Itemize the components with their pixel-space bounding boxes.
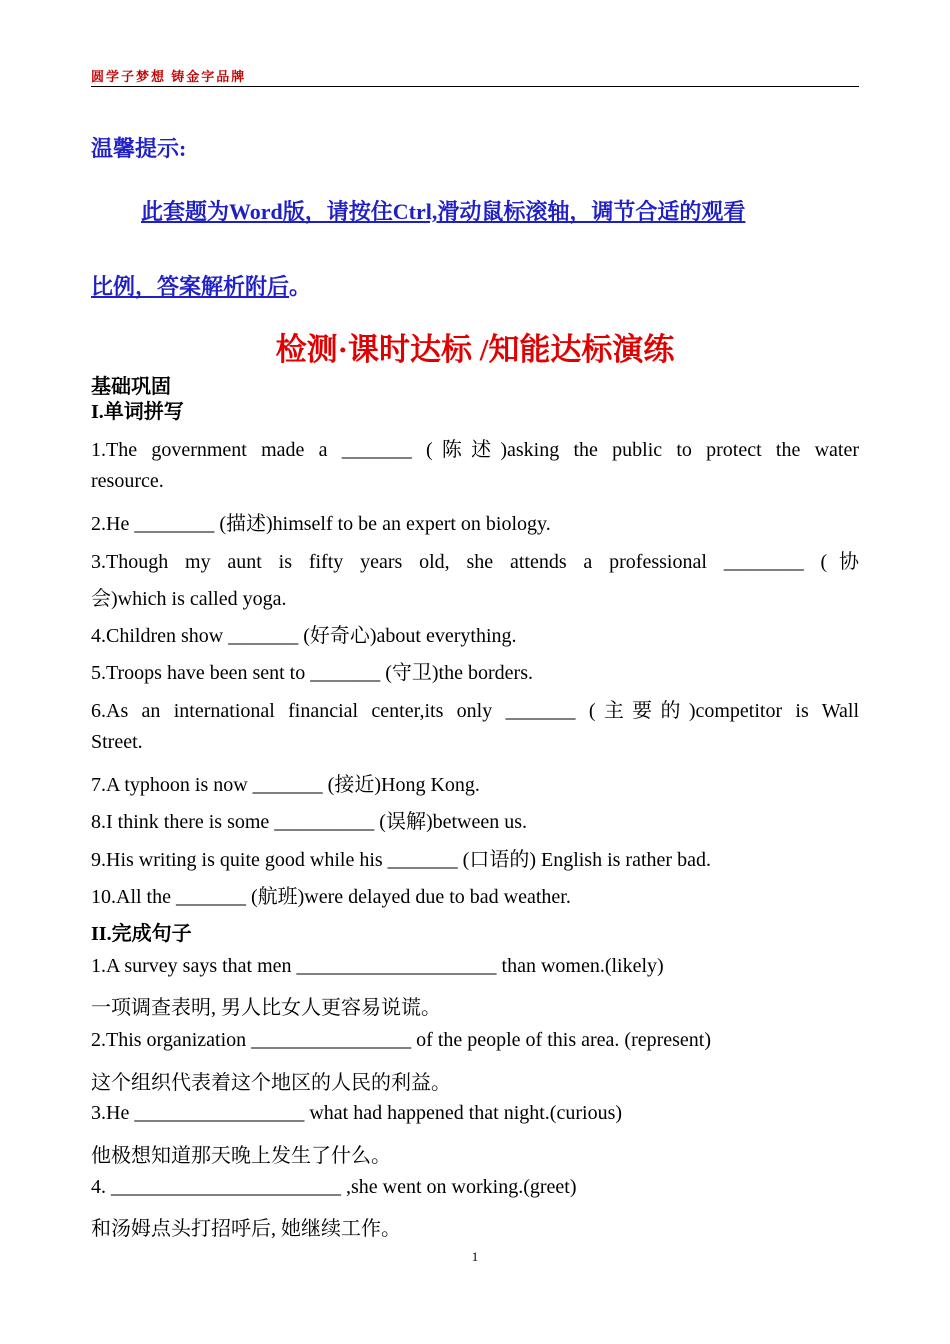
main-title: 检测·课时达标 /知能达标演练 [275,332,675,367]
question-line: 8.I think there is some __________ (误解)between us. [91,811,528,833]
tip-line-1: 此套题为Word版，请按住Ctrl,滑动鼠标滚轴，调节合适的观看 [141,199,746,224]
part1-heading: I.单词拼写 [91,401,184,423]
question-line: 3.He _________________ what had happened that night.(curious) [91,1102,623,1124]
question-line: 9.His writing is quite good while his _______ (口语的) English is rather bad. [91,849,711,871]
translation-line: 一项调查表明, 男人比女人更容易说谎。 [91,997,441,1019]
question-line: Street. [91,731,143,753]
question-line: 1.A survey says that men ____________________ than women.(likely) [91,955,664,977]
header-divider [91,86,859,87]
tip-line-2-text: 比例，答案解析附后 [91,274,290,299]
part2-heading: II.完成句子 [91,923,192,945]
question-line: 4. _______________________ ,she went on working.(greet) [91,1176,577,1198]
question-line: 10.All the _______ (航班)were delayed due to bad weather. [91,886,571,908]
question-line: resource. [91,470,164,492]
page-number: 1 [471,1249,479,1264]
translation-line: 他极想知道那天晚上发生了什么。 [91,1145,391,1167]
question-line: 1.The government made a _______ (陈述)asking the public to protect the water [91,439,859,461]
page-header: 圆学子梦想 铸金字品牌 [91,69,247,84]
question-line: 4.Children show _______ (好奇心)about everything. [91,625,517,647]
section-basic: 基础巩固 [91,376,171,398]
translation-line: 这个组织代表着这个地区的人民的利益。 [91,1072,451,1094]
question-line: 会)which is called yoga. [91,588,287,610]
tip-title: 温馨提示: [91,136,187,161]
translation-line: 和汤姆点头打招呼后, 她继续工作。 [91,1218,401,1240]
question-line: 6.As an international financial center,its only _______ (主要的)competitor is Wall [91,700,859,722]
question-line: 7.A typhoon is now _______ (接近)Hong Kong. [91,774,480,796]
question-line: 2.This organization ________________ of the people of this area. (represent) [91,1029,712,1051]
tip-line-2 [91,270,311,301]
question-line: 2.He ________ (描述)himself to be an expert on biology. [91,513,551,535]
tip-line-2-end: 。 [289,274,312,299]
question-line: 5.Troops have been sent to _______ (守卫)the borders. [91,662,533,684]
question-line: 3.Though my aunt is fifty years old, she attends a professional ________ (协 [91,551,859,573]
